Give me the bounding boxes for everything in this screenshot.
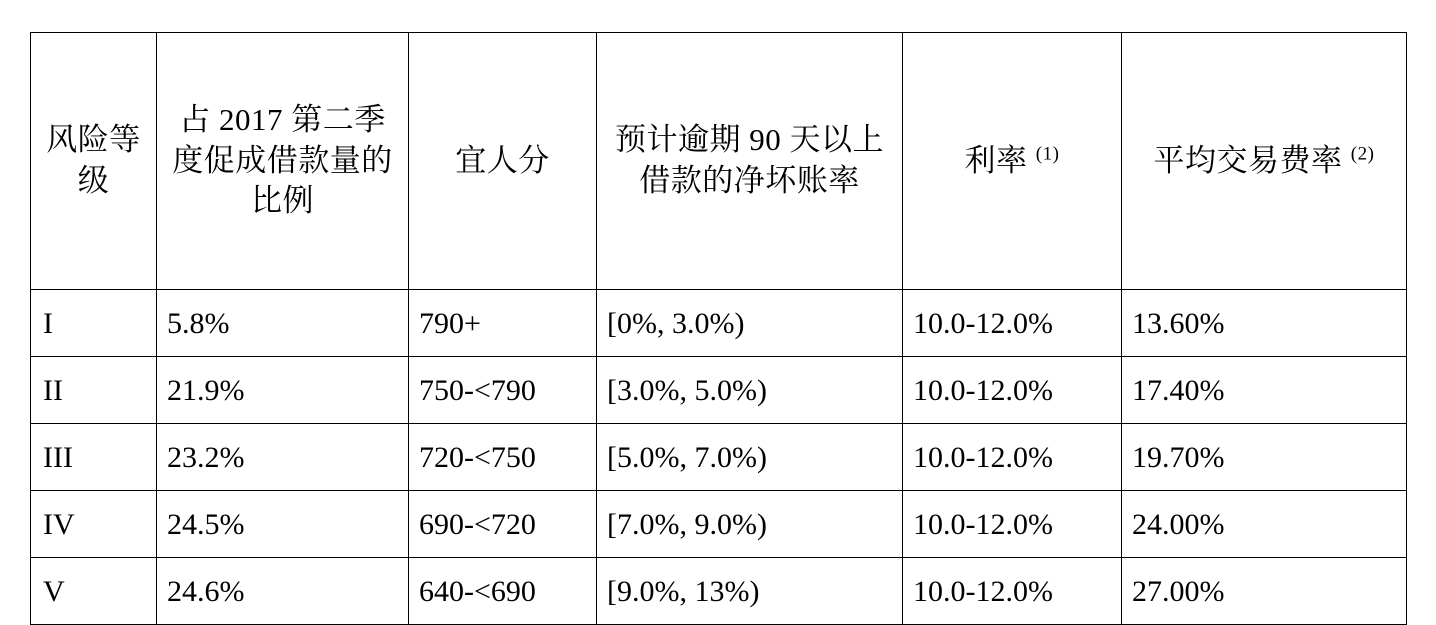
cell-yirendai-score: 690-<720 <box>409 491 597 558</box>
column-header-risk-grade <box>31 33 157 290</box>
column-header-risk-grade-label: 风险等级 <box>46 122 141 198</box>
cell-interest-rate: 10.0-12.0% <box>903 558 1122 625</box>
column-header-net-charge-off-label: 预计逾期 90 天以上借款的净坏账率 <box>615 122 884 198</box>
cell-interest-rate: 10.0-12.0% <box>903 357 1122 424</box>
cell-yirendai-score: 750-<790 <box>409 357 597 424</box>
cell-avg-fee-rate: 27.00% <box>1122 558 1407 625</box>
column-header-yirendai-score-label: 宜人分 <box>455 142 550 178</box>
cell-net-charge-off: [3.0%, 5.0%) <box>597 357 903 424</box>
table-row <box>31 290 1407 357</box>
table-head <box>31 33 1407 290</box>
cell-share: 21.9% <box>157 357 409 424</box>
cell-risk-grade: III <box>31 424 157 491</box>
cell-net-charge-off: [0%, 3.0%) <box>597 290 903 357</box>
table-row <box>31 558 1407 625</box>
cell-yirendai-score: 790+ <box>409 290 597 357</box>
column-header-share <box>157 33 409 290</box>
column-header-interest-rate <box>903 33 1122 290</box>
column-header-avg-fee-rate <box>1122 33 1407 290</box>
column-header-avg-fee-rate-label: 平均交易费率 $^{(2)}$ <box>1153 142 1375 178</box>
cell-interest-rate: 10.0-12.0% <box>903 491 1122 558</box>
table-body <box>31 290 1407 625</box>
cell-share: 5.8% <box>157 290 409 357</box>
cell-risk-grade: IV <box>31 491 157 558</box>
cell-share: 23.2% <box>157 424 409 491</box>
cell-net-charge-off: [5.0%, 7.0%) <box>597 424 903 491</box>
column-header-yirendai-score <box>409 33 597 290</box>
table-row <box>31 357 1407 424</box>
cell-interest-rate: 10.0-12.0% <box>903 290 1122 357</box>
cell-avg-fee-rate: 24.00% <box>1122 491 1407 558</box>
cell-risk-grade: V <box>31 558 157 625</box>
cell-avg-fee-rate: 17.40% <box>1122 357 1407 424</box>
column-header-share-label: 占 2017 第二季度促成借款量的比例 <box>172 101 393 219</box>
cell-share: 24.6% <box>157 558 409 625</box>
cell-interest-rate: 10.0-12.0% <box>903 424 1122 491</box>
table-header-row <box>31 33 1407 290</box>
risk-grade-table <box>30 32 1407 625</box>
column-header-interest-rate-label: 利率 $^{(1)}$ <box>964 142 1060 178</box>
cell-share: 24.5% <box>157 491 409 558</box>
footnote-marker-1: (1) <box>1035 143 1060 165</box>
cell-net-charge-off: [7.0%, 9.0%) <box>597 491 903 558</box>
footnote-marker-2: (2) <box>1350 143 1375 165</box>
column-header-net-charge-off <box>597 33 903 290</box>
table-row <box>31 491 1407 558</box>
cell-avg-fee-rate: 19.70% <box>1122 424 1407 491</box>
table-row <box>31 424 1407 491</box>
cell-risk-grade: I <box>31 290 157 357</box>
cell-avg-fee-rate: 13.60% <box>1122 290 1407 357</box>
cell-yirendai-score: 720-<750 <box>409 424 597 491</box>
cell-risk-grade: II <box>31 357 157 424</box>
cell-net-charge-off: [9.0%, 13%) <box>597 558 903 625</box>
cell-yirendai-score: 640-<690 <box>409 558 597 625</box>
